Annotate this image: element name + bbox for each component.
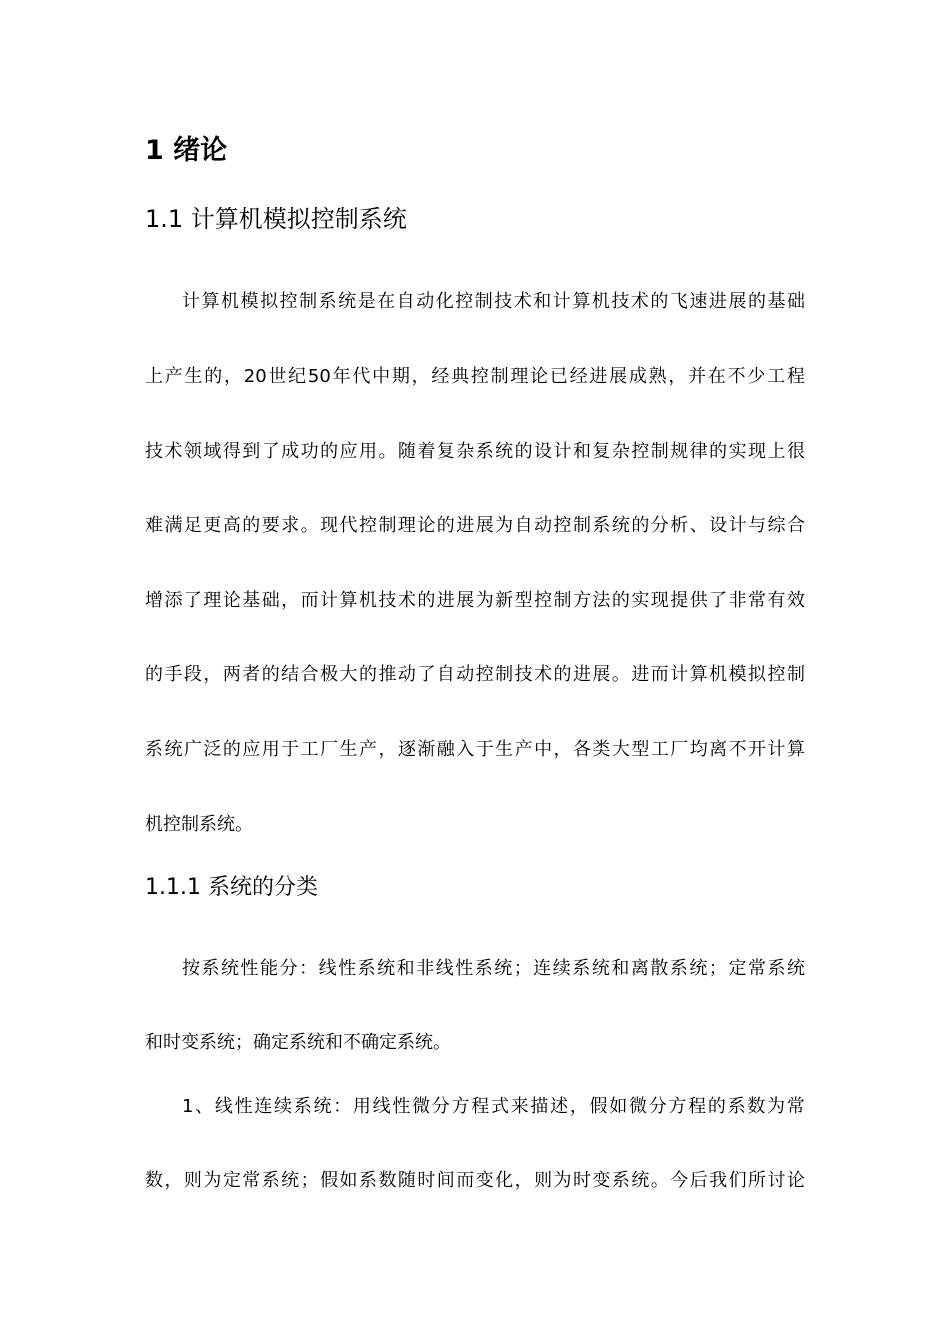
paragraph-line: 和时变系统；确定系统和不确定系统。 bbox=[145, 1032, 451, 1053]
subsection-heading: 1.1.1 系统的分类 bbox=[145, 875, 318, 900]
paragraph-line: 技 术 领 域 得 到 了 成 功 的 应 用 。 随 着 复 杂 系 统 的 设 计 和 复 杂 控 制 规 律 的 实 现 上 很 bbox=[145, 441, 805, 462]
paragraph-line: 难 满 足 更 高 的 要 求 。 现 代 控 制 理 论 的 进 展 为 自 动 控 制 系 统 的 分 析 、 设 计 与 综 合 bbox=[145, 515, 805, 536]
paragraph-line: 1 、 线 性 连 续 系 统 ： 用 线 性 微 分 方 程 式 来 描 述 ， 假 如 微 分 方 程 的 系 数 为 常 bbox=[182, 1096, 805, 1117]
paragraph-line: 系 统 广 泛 的 应 用 于 工 厂 生 产 ， 逐 渐 融 入 于 生 产 中 ， 各 类 大 型 工 厂 均 离 不 开 计 算 bbox=[145, 739, 805, 760]
paragraph-line: 计 算 机 模 拟 控 制 系 统 是 在 自 动 化 控 制 技 术 和 计 算 机 技 术 的 飞 速 进 展 的 基 础 bbox=[182, 291, 805, 312]
paragraph-line: 增 添 了 理 论 基 础 ， 而 计 算 机 技 术 的 进 展 为 新 型 控 制 方 法 的 实 现 提 供 了 非 常 有 效 bbox=[145, 590, 805, 611]
paragraph-line: 按 系 统 性 能 分 ： 线 性 系 统 和 非 线 性 系 统 ； 连 续 系 统 和 离 散 系 统 ； 定 常 系 统 bbox=[182, 958, 805, 979]
paragraph-line: 机控制系统。 bbox=[145, 814, 253, 835]
section-heading: 1.1 计算机模拟控制系统 bbox=[145, 205, 407, 233]
chapter-heading: 1 绪论 bbox=[145, 135, 228, 166]
paragraph-line: 上 产 生 的 ， 20 世 纪 50 年 代 中 期 ， 经 典 控 制 理 论 已 经 进 展 成 熟 ， 并 在 不 少 工 程 bbox=[145, 366, 805, 387]
paragraph-line: 的 手 段 ， 两 者 的 结 合 极 大 的 推 动 了 自 动 控 制 技 术 的 进 展 。 进 而 计 算 机 模 拟 控 制 bbox=[145, 664, 805, 685]
paragraph-line: 数 ， 则 为 定 常 系 统 ； 假 如 系 数 随 时 间 而 变 化 ， 则 为 时 变 系 统 。 今 后 我 们 所 讨 论 bbox=[145, 1170, 805, 1191]
